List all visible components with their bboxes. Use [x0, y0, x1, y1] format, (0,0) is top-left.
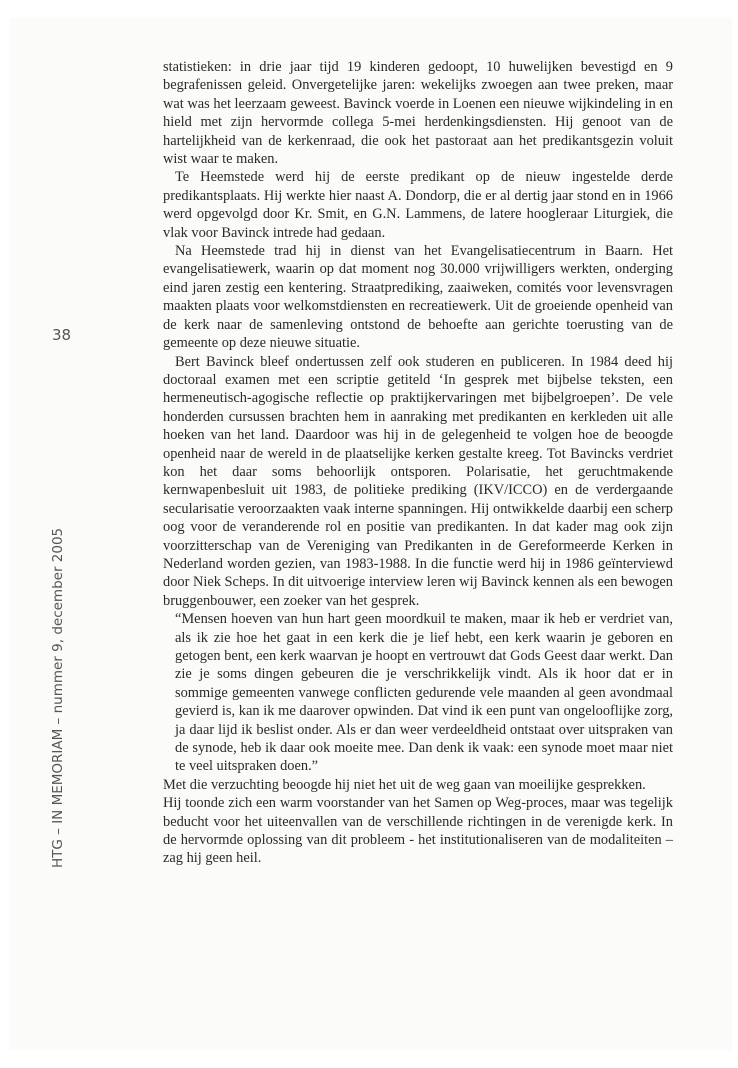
paragraph-heemstede: Te Heemstede werd hij de eerste predikant op de nieuw ingestelde derde predikantsplaats. Hij werkte hier naast A. Dondorp, die er al dertig jaar stond en in 1966 werd opgevolgd door Kr. Smit, en G.N. Lammens, de latere hoogleraar Liturgiek, die vlak voor Bavinck intrede had gedaan. [163, 169, 673, 241]
paragraph-evangelisatiecentrum: Na Heemstede trad hij in dienst van het Evangelisatiecentrum in Baarn. Het evangelisatiewerk, waarin op dat moment nog 30.000 vrijwilligers werkten, onderging eind jaren zestig een kentering. Straatprediking, zaaiweken, comités voor levensvragen maakten plaats voor welkomstdiensten en recreatiewerk. Uit de groeiende openheid van de kerk naar de samenleving ontstond de behoefte aan gerichte toerusting van de gemeente op deze nieuwe situatie. [163, 243, 673, 352]
paragraph-samen-op-weg: Hij toonde zich een warm voorstander van het Samen op Weg-proces, maar was tegelijk beducht voor het uiteenvallen van de verschillende richtingen in de verenigde kerk. In de hervormde oplossing van dit probleem - het institutionaliseren van de modaliteiten – zag hij geen heil. [163, 795, 673, 867]
paragraph-verzuchting: Met die verzuchting beoogde hij niet het uit de weg gaan van moeilijke gesprekken. [163, 776, 646, 793]
article-body [163, 58, 673, 868]
paragraph-loenen: statistieken: in drie jaar tijd 19 kinderen gedoopt, 10 huwelijken bevestigd en 9 begrafenissen geleid. Onvergetelijke jaren: wekelijks zwoegen aan twee preken, maar wat was het leerzaam geweest. Bavinck voerde in Loenen een nieuwe wijkindeling in en hield met zijn hervormde collega 5-mei herdenkingsdiensten. Hij genoot van de hartelijkheid van de kerkenraad, die ook het pastoraat aan het predikantsgezin voluit wist waar te maken. [163, 59, 673, 168]
page-number: 38 [52, 326, 72, 344]
paragraph-studeren: Bert Bavinck bleef ondertussen zelf ook studeren en publiceren. In 1984 deed hij doctoraal examen met een scriptie getiteld ‘In gesprek met bijbelse teksten, een hermeneutisch-agogische reflectie op praktijkervaringen met bijbelgroepen’. De vele honderden cursussen brachten hem in aanraking met predikanten en kerkleden uit alle hoeken van het land. Daardoor was hij in de gelegenheid te volgen hoe de beoogde openheid naar de wereld in de plaatselijke kerken gestalte kreeg. Tot Bavincks verdriet kon het daar soms behoorlijk ontsporen. Polarisatie, het geruchtmakende kernwapenbesluit uit 1983, de politieke prediking (IKV/ICCO) en de verdergaande secularisatie veroorzaakten vaak interne spanningen. Hij ontwikkelde daarbij een scherp oog voor de veranderende rol en positie van predikanten. In dat kader mag ook zijn voorzitterschap van de Vereniging van Predikanten in de Gereformeerde Kerken in Nederland worden gezien, van 1983-1988. In die functie werd hij in 1986 geïnterviewd door Niek Scheps. In dit uitvoerige interview leren wij Bavinck kennen als een bewogen bruggenbouwer, een zoeker van het gesprek. [163, 353, 673, 609]
interview-quote: “Mensen hoeven van hun hart geen moordkuil te maken, maar ik heb er verdriet van, als ik zie hoe het gaat in een kerk die je lief hebt, een kerk waarin je geboren en getogen bent, een kerk waarvan je hoopt en vertrouwt dat Gods Geest daar werkt. Dan zie je soms dingen gebeuren die je verschrikkelijk vindt. Als ik hoor dat er in sommige gemeenten vanwege conflicten gedurende vele maanden al geen avondmaal gevierd is, kan ik me daarover opwinden. Dat vind ik een punt van ongelooflijke zorg, ja daar lijd ik beslist onder. Als er dan weer verdeeldheid ontstaat over uitspraken van de synode, heb ik daar ook moeite mee. Dan denk ik vaak: een synode moet maar niet te veel uitspraken doen.” [175, 611, 673, 775]
running-head: HTG – IN MEMORIAM – nummer 9, december 2005 [50, 527, 66, 868]
